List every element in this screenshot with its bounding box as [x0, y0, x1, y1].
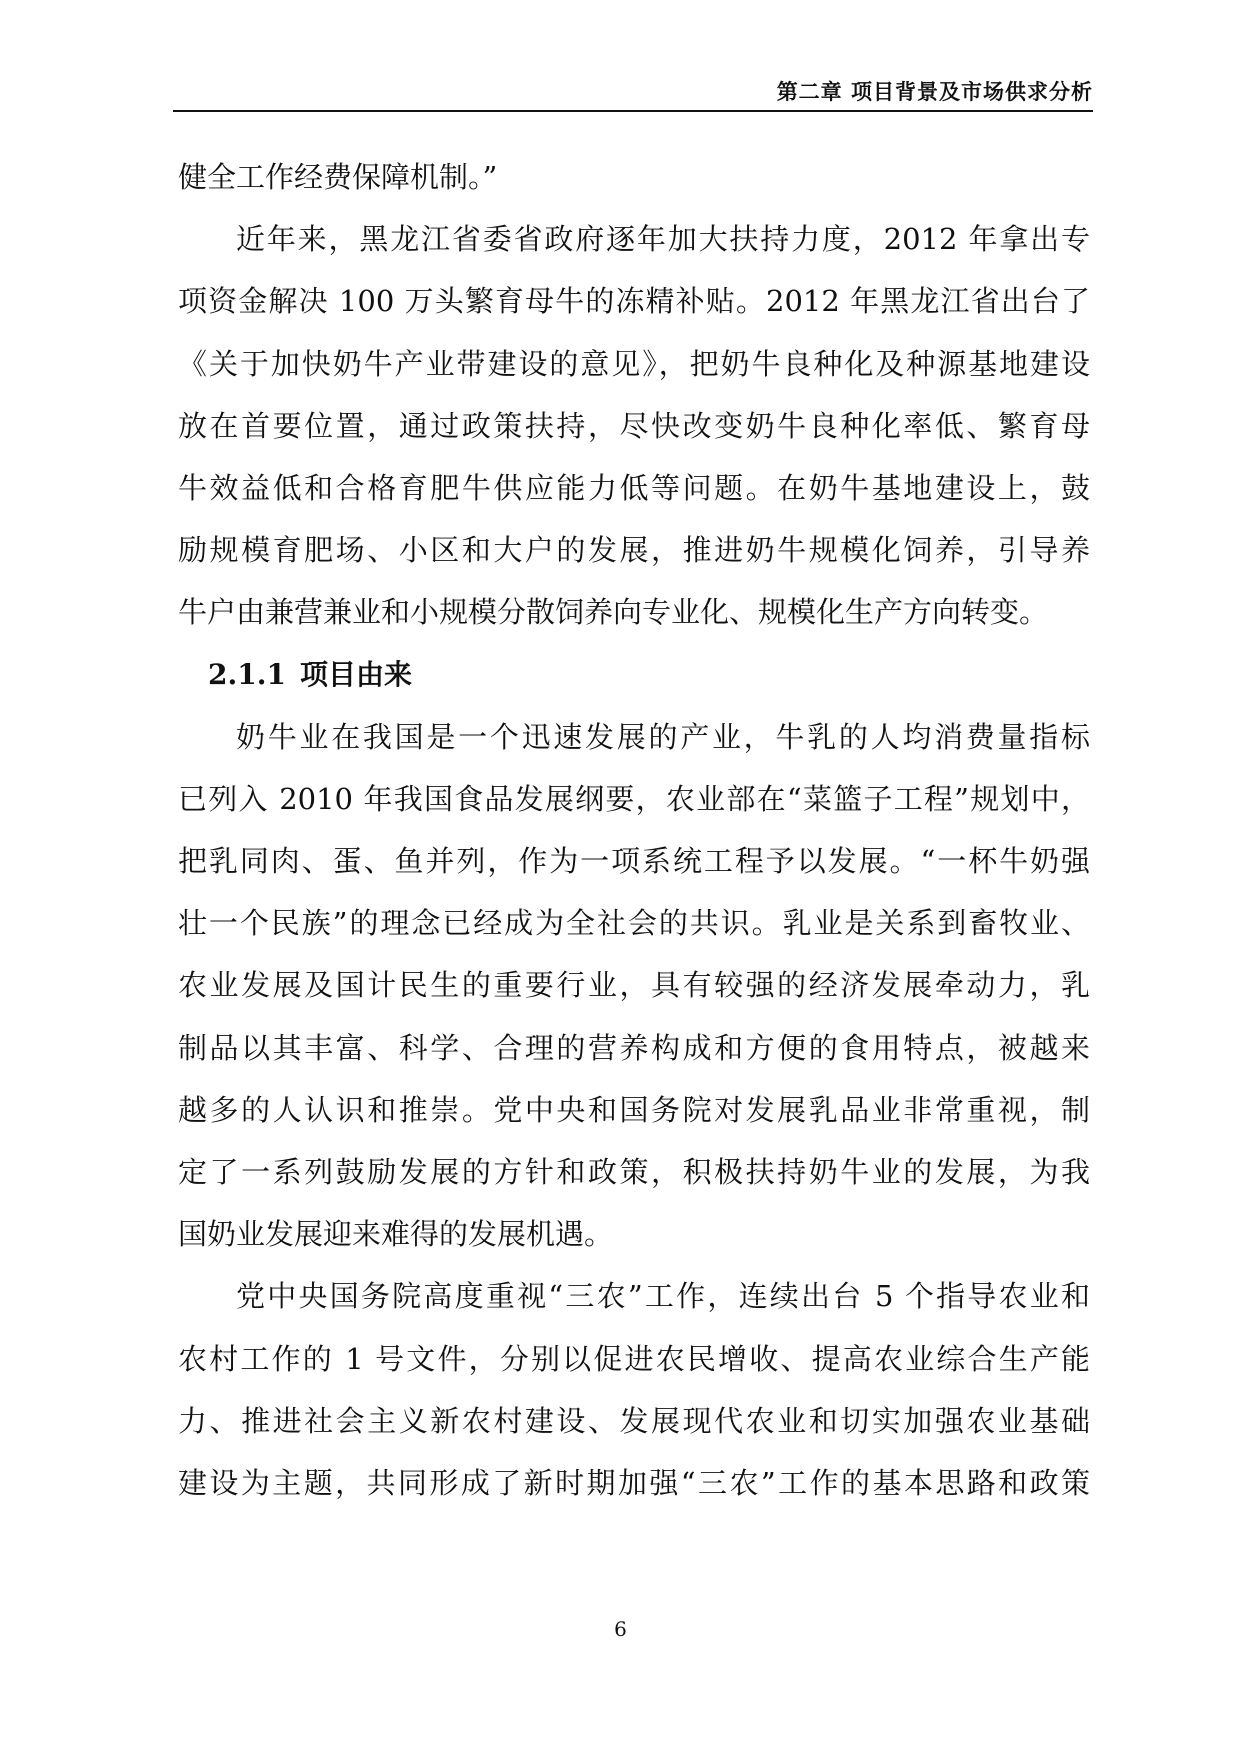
paragraph-first-line: 党中央国务院高度重视“三农”工作，连续出台 5 个指导农业和 — [236, 1279, 1090, 1314]
section-number: 2.1.1 — [208, 657, 286, 691]
text-line: 制品以其丰富、科学、合理的营养构成和方便的食用特点，被越来 — [178, 1030, 1090, 1065]
text-line: 农业发展及国计民生的重要行业，具有较强的经济发展牵动力，乳 — [178, 968, 1090, 1003]
text-line: 励规模育肥场、小区和大户的发展，推进奶牛规模化饲养，引导养 — [178, 533, 1090, 568]
text-line: 越多的人认识和推崇。党中央和国务院对发展乳品业非常重视，制 — [178, 1092, 1090, 1127]
body-text — [178, 146, 1090, 1514]
section-title: 项目由来 — [300, 657, 413, 691]
text-line: 放在首要位置，通过政策扶持，尽快改变奶牛良种化率低、繁育母 — [178, 408, 1090, 443]
text-line: 力、推进社会主义新农村建设、发展现代农业和切实加强农业基础 — [178, 1403, 1090, 1438]
text-line: 牛户由兼营兼业和小规模分散饲养向专业化、规模化生产方向转变。 — [178, 595, 1049, 630]
text-line: 把乳同肉、蛋、鱼并列，作为一项系统工程予以发展。“一杯牛奶强 — [178, 844, 1090, 879]
text-line: 已列入 2010 年我国食品发展纲要，农业部在“菜篮子工程”规划中， — [178, 781, 1090, 816]
section-heading — [178, 644, 1090, 706]
text-line: 健全工作经费保障机制。” — [178, 160, 498, 194]
page-number: 6 — [614, 1617, 627, 1641]
text-line: 定了一系列鼓励发展的方针和政策，积极扶持奶牛业的发展，为我 — [178, 1155, 1090, 1189]
text-line: 项资金解决 100 万头繁育母牛的冻精补贴。2012 年黑龙江省出台了 — [178, 284, 1090, 319]
paragraph-first-line: 奶牛业在我国是一个迅速发展的产业，牛乳的人均消费量指标 — [236, 719, 1090, 754]
running-header — [173, 68, 1093, 112]
chapter-title: 第二章 项目背景及市场供求分析 — [776, 80, 1093, 104]
text-line: 牛效益低和合格育肥牛供应能力低等问题。在奶牛基地建设上，鼓 — [178, 470, 1090, 505]
paragraph-first-line: 近年来，黑龙江省委省政府逐年加大扶持力度，2012 年拿出专 — [236, 222, 1090, 257]
text-line: 《关于加快奶牛产业带建设的意见》，把奶牛良种化及种源基地建设 — [178, 346, 1090, 381]
text-line: 壮一个民族”的理念已经成为全社会的共识。乳业是关系到畜牧业、 — [178, 906, 1090, 941]
text-line: 农村工作的 1 号文件，分别以促进农民增收、提高农业综合生产能 — [178, 1341, 1090, 1376]
text-line: 国奶业发展迎来难得的发展机遇。 — [178, 1217, 614, 1252]
text-line: 建设为主题，共同形成了新时期加强“三农”工作的基本思路和政策 — [178, 1465, 1090, 1500]
